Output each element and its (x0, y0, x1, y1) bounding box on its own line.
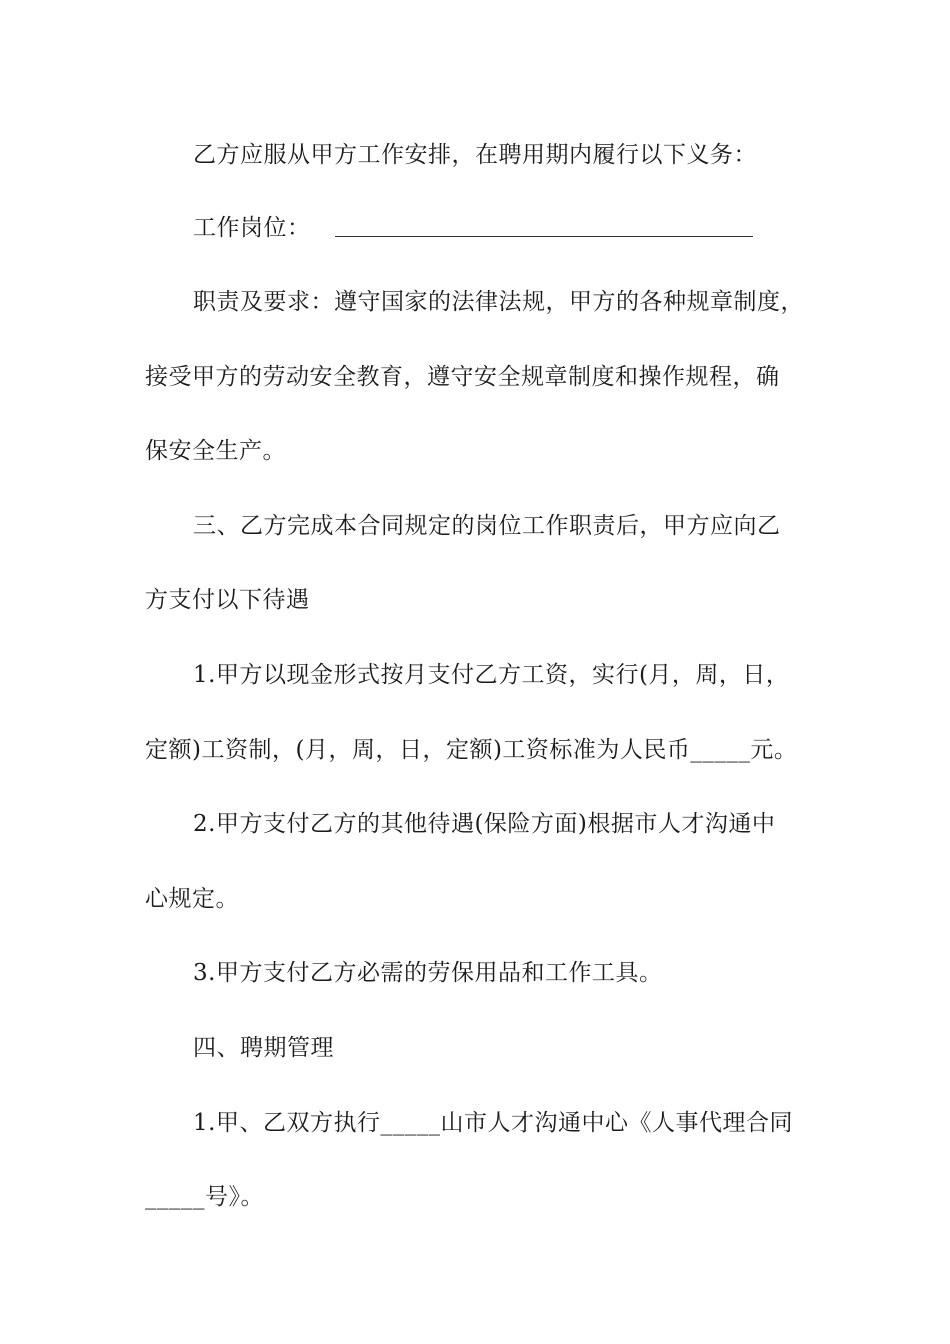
item-1-line-2: 定额)工资制，(月，周，日，定额)工资标准为人民币_____元。 (145, 737, 798, 763)
duties-line-1: 职责及要求：遵守国家的法律法规，甲方的各种规章制度， (193, 289, 804, 315)
section-three-line-2: 方支付以下待遇 (145, 587, 310, 613)
section-four-item-1-line-2: _____号》。 (145, 1184, 264, 1210)
item-1-line-1: 1.甲方以现金形式按月支付乙方工资，实行(月，周，日， (193, 662, 790, 688)
job-position-row (193, 213, 753, 243)
duties-line-2: 接受甲方的劳动安全教育，遵守安全规章制度和操作规程，确 (145, 364, 780, 390)
section-four-heading: 四、聘期管理 (193, 1035, 334, 1061)
item-2-line-2: 心规定。 (145, 886, 239, 912)
paragraph-obligations-intro: 乙方应服从甲方工作安排，在聘用期内履行以下义务： (193, 142, 757, 168)
section-three-line-1: 三、乙方完成本合同规定的岗位工作职责后，甲方应向乙 (193, 513, 781, 539)
item-2-line-1: 2.甲方支付乙方的其他待遇(保险方面)根据市人才沟通中 (193, 811, 776, 837)
duties-line-3: 保安全生产。 (145, 438, 286, 464)
section-four-item-1-line-1: 1.甲、乙双方执行_____山市人才沟通中心《人事代理合同 (193, 1110, 793, 1136)
job-position-blank (335, 214, 753, 237)
item-3-line: 3.甲方支付乙方必需的劳保用品和工作工具。 (193, 960, 663, 986)
job-position-label: 工作岗位： (193, 215, 311, 241)
